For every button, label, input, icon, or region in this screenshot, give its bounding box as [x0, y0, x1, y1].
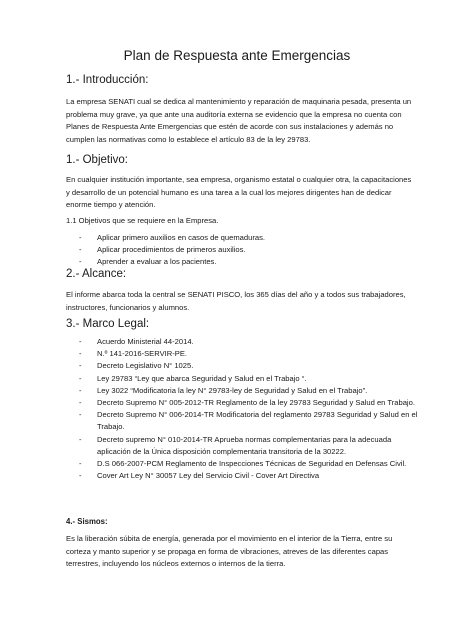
list-item-text: N.º 141-2016-SERVIR-PE.: [97, 349, 188, 359]
alcance-paragraph: El informe abarca toda la central se SENATI PISCO, los 365 días del año y a todos sus trabajadores, instructores, funcionarios y alumnos.: [66, 290, 406, 312]
dash-bullet: -: [79, 245, 82, 255]
list-item: [66, 373, 421, 385]
objetivo-list: [66, 232, 421, 269]
list-item-text: Aplicar primero auxilios en casos de quemaduras.: [97, 233, 265, 242]
intro-heading: 1.- Introducción:: [66, 74, 149, 86]
list-item: [66, 458, 421, 470]
list-item: [66, 385, 421, 397]
marco-heading: 3.- Marco Legal:: [66, 318, 150, 330]
list-item-text: Decreto Legislativo N° 1025.: [97, 361, 194, 371]
list-item: [66, 256, 421, 268]
sismos-heading: 4.- Sismos:: [66, 517, 108, 526]
dash-bullet: -: [79, 434, 82, 444]
list-item-text: Aprender a evaluar a los pacientes.: [97, 257, 217, 267]
dash-bullet: -: [79, 337, 82, 346]
list-item-text: Decreto Supremo N° 005-2012-TR Reglamento de la ley 29783 Seguridad y Salud en Trabajo.: [97, 398, 415, 408]
list-item-text: Decreto supremo N° 010-2014-TR Aprueba normas complementarias para la adecuada aplicación de la Única disposición complementaria transitoria de la 30222.: [97, 434, 392, 456]
dash-bullet: -: [79, 349, 82, 359]
dash-bullet: -: [79, 233, 82, 242]
objetivo-heading: 1.- Objetivo:: [66, 154, 128, 166]
dash-bullet: -: [79, 385, 82, 395]
list-item: [66, 397, 421, 409]
dash-bullet: -: [79, 398, 82, 408]
list-item: [66, 360, 421, 372]
dash-bullet: -: [79, 257, 82, 267]
list-item: [66, 336, 421, 348]
list-item: [66, 244, 421, 256]
document-title: Plan de Respuesta ante Emergencias: [123, 48, 351, 63]
dash-bullet: -: [79, 361, 82, 371]
list-item: [66, 409, 421, 433]
dash-bullet: -: [79, 459, 82, 469]
list-item: [66, 348, 421, 360]
dash-bullet: -: [79, 471, 82, 481]
list-item-text: Aplicar procedimientos de primeros auxilios.: [97, 245, 246, 255]
list-item-text: Ley 29783 “Ley que abarca Seguridad y Salud en el Trabajo “.: [97, 373, 307, 383]
intro-paragraph: La empresa SENATI cual se dedica al mantenimiento y reparación de maquinaria pesada, presenta un problema muy grave, ya que ante una auditoría externa se evidencio que la empresa no cuenta con Planes de Respuesta Ante Emergencias que estén de acorde con sus instalaciones y además no cumplen las normativas como lo establece el artículo 83 de la ley 29783.: [66, 97, 412, 144]
list-item-text: Acuerdo Ministerial 44-2014.: [97, 337, 194, 346]
dash-bullet: -: [79, 410, 82, 420]
list-item: [66, 434, 421, 458]
list-item-text: Ley 3022 “Modificatoria la ley N° 29783-ley de Seguridad y Salud en el Trabajo”.: [97, 385, 368, 395]
list-item-text: Decreto Supremo N° 006-2014-TR Modificatoria del reglamento 29783 Seguridad y Salud en el Trabajo.: [97, 410, 418, 432]
marco-list: [66, 336, 421, 482]
sismos-paragraph: Es la liberación súbita de energía, generada por el movimiento en el interior de la Tierra, entre su corteza y manto superior y se propaga en forma de vibraciones, atreves de las diferentes capas terrestres, incluyendo los núcleos externos o internos de la tierra.: [66, 534, 393, 569]
alcance-heading: 2.- Alcance:: [66, 268, 127, 280]
list-item-text: Cover Art Ley N° 30057 Ley del Servicio Civil - Cover Art Directiva: [97, 471, 320, 481]
objetivo-subheading: 1.1 Objetivos que se requiere en la Empresa.: [66, 216, 219, 225]
list-item: [66, 232, 421, 244]
list-item: [66, 470, 421, 482]
list-item-text: D.S 066-2007-PCM Reglamento de Inspecciones Técnicas de Seguridad en Defensas Civil.: [97, 459, 407, 469]
dash-bullet: -: [79, 373, 82, 383]
objetivo-paragraph: En cualquier institución importante, sea empresa, organismo estatal o cualquier otra, la capacitaciones y desarrollo de un potencial humano es una tarea a la cual los mejores dirigentes han de dedicar enorme tiempo y atención.: [66, 175, 412, 210]
